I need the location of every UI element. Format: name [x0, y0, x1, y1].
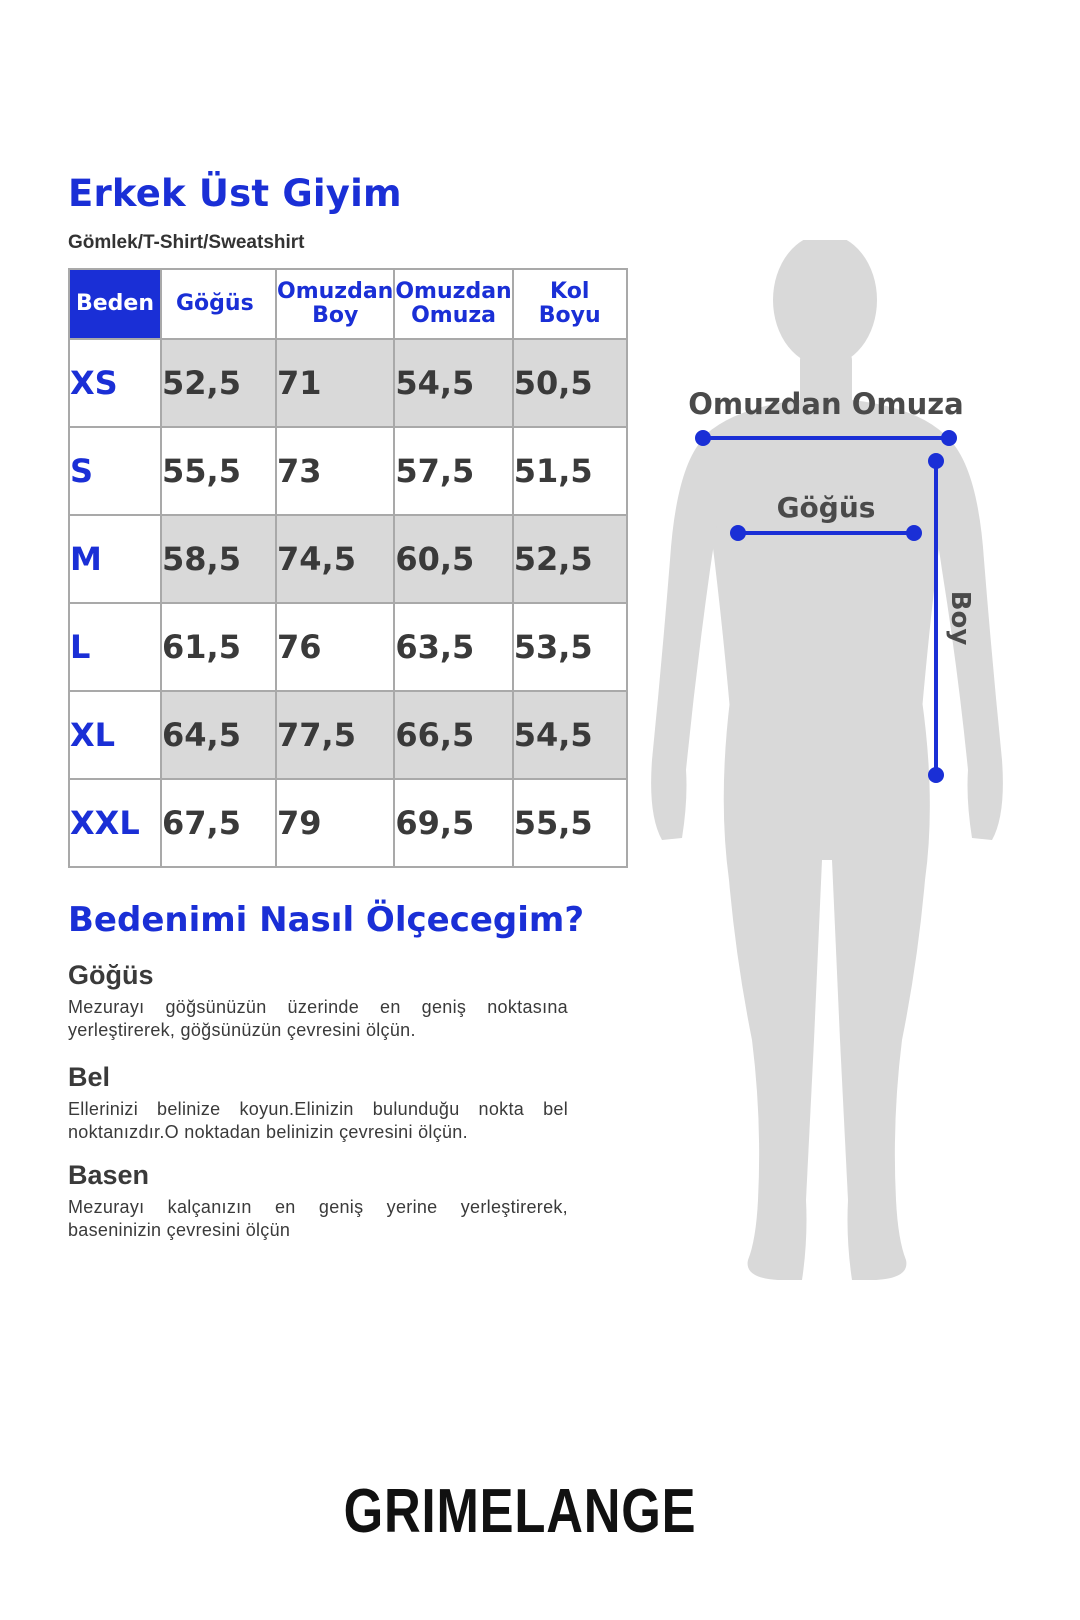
sleeve-length-value: 55,5 — [513, 779, 627, 867]
page-title: Erkek Üst Giyim — [68, 172, 402, 215]
section-heading-waist: Bel — [68, 1062, 111, 1092]
shoulder-length-value: 73 — [276, 427, 394, 515]
size-label: L — [69, 603, 161, 691]
sleeve-length-value: 50,5 — [513, 339, 627, 427]
header-cell-sleeve-length: Kol Boyu — [513, 269, 627, 339]
label-shoulder-to-shoulder: Omuzdan Omuza — [688, 387, 964, 421]
sleeve-length-value: 54,5 — [513, 691, 627, 779]
section-heading-hip: Basen — [68, 1160, 150, 1190]
section-heading-chest: Göğüs — [68, 960, 154, 990]
sleeve-length-value: 52,5 — [513, 515, 627, 603]
label-length: Boy — [945, 590, 975, 646]
shoulder-length-value: 74,5 — [276, 515, 394, 603]
page-subtitle: Gömlek/T-Shirt/Sweatshirt — [68, 232, 305, 253]
chest-value: 52,5 — [161, 339, 276, 427]
chest-value: 61,5 — [161, 603, 276, 691]
shoulder-length-value: 76 — [276, 603, 394, 691]
header-cell-chest: Göğüs — [161, 269, 276, 339]
guide-title: Bedenimi Nasıl Ölçecegim? — [68, 900, 585, 940]
section-text-hip: Mezurayı kalçanızın en geniş yerine yerleştirerek, baseninizin çevresini ölçün — [68, 1197, 568, 1240]
table-row — [69, 603, 627, 691]
brand-logo: GRIMELANGE — [343, 1477, 697, 1546]
chest-value: 64,5 — [161, 691, 276, 779]
header-cell-shoulder-length: Omuzdan Boy — [276, 269, 394, 339]
table-row — [69, 427, 627, 515]
chest-value: 55,5 — [161, 427, 276, 515]
shoulder-width-value: 66,5 — [394, 691, 512, 779]
table-row — [69, 339, 627, 427]
shoulder-width-value: 60,5 — [394, 515, 512, 603]
sleeve-length-value: 53,5 — [513, 603, 627, 691]
header-cell-size: Beden — [69, 269, 161, 339]
section-text-chest: Mezurayı göğsünüzün üzerinde en geniş noktasına yerleştirerek, göğsünüzün çevresini ölçün. — [68, 997, 568, 1040]
table-row — [69, 515, 627, 603]
shoulder-width-value: 63,5 — [394, 603, 512, 691]
table-row — [69, 779, 627, 867]
chest-value: 67,5 — [161, 779, 276, 867]
table-row — [69, 691, 627, 779]
size-label: M — [69, 515, 161, 603]
size-table-header — [69, 269, 627, 339]
size-table — [68, 268, 628, 868]
section-text-waist: Ellerinizi belinize koyun.Elinizin bulunduğu nokta bel noktanızdır.O noktadan belinizin çevresini ölçün. — [68, 1099, 568, 1142]
size-label: XXL — [69, 779, 161, 867]
size-label: S — [69, 427, 161, 515]
shoulder-length-value: 79 — [276, 779, 394, 867]
shoulder-width-value: 69,5 — [394, 779, 512, 867]
header-cell-shoulder-width: Omuzdan Omuza — [394, 269, 512, 339]
shoulder-width-value: 57,5 — [394, 427, 512, 515]
size-label: XL — [69, 691, 161, 779]
shoulder-length-value: 71 — [276, 339, 394, 427]
shoulder-width-value: 54,5 — [394, 339, 512, 427]
chest-value: 58,5 — [161, 515, 276, 603]
body-measurement-figure — [640, 240, 1020, 1300]
size-label: XS — [69, 339, 161, 427]
label-chest: Göğüs — [776, 491, 876, 524]
shoulder-length-value: 77,5 — [276, 691, 394, 779]
sleeve-length-value: 51,5 — [513, 427, 627, 515]
